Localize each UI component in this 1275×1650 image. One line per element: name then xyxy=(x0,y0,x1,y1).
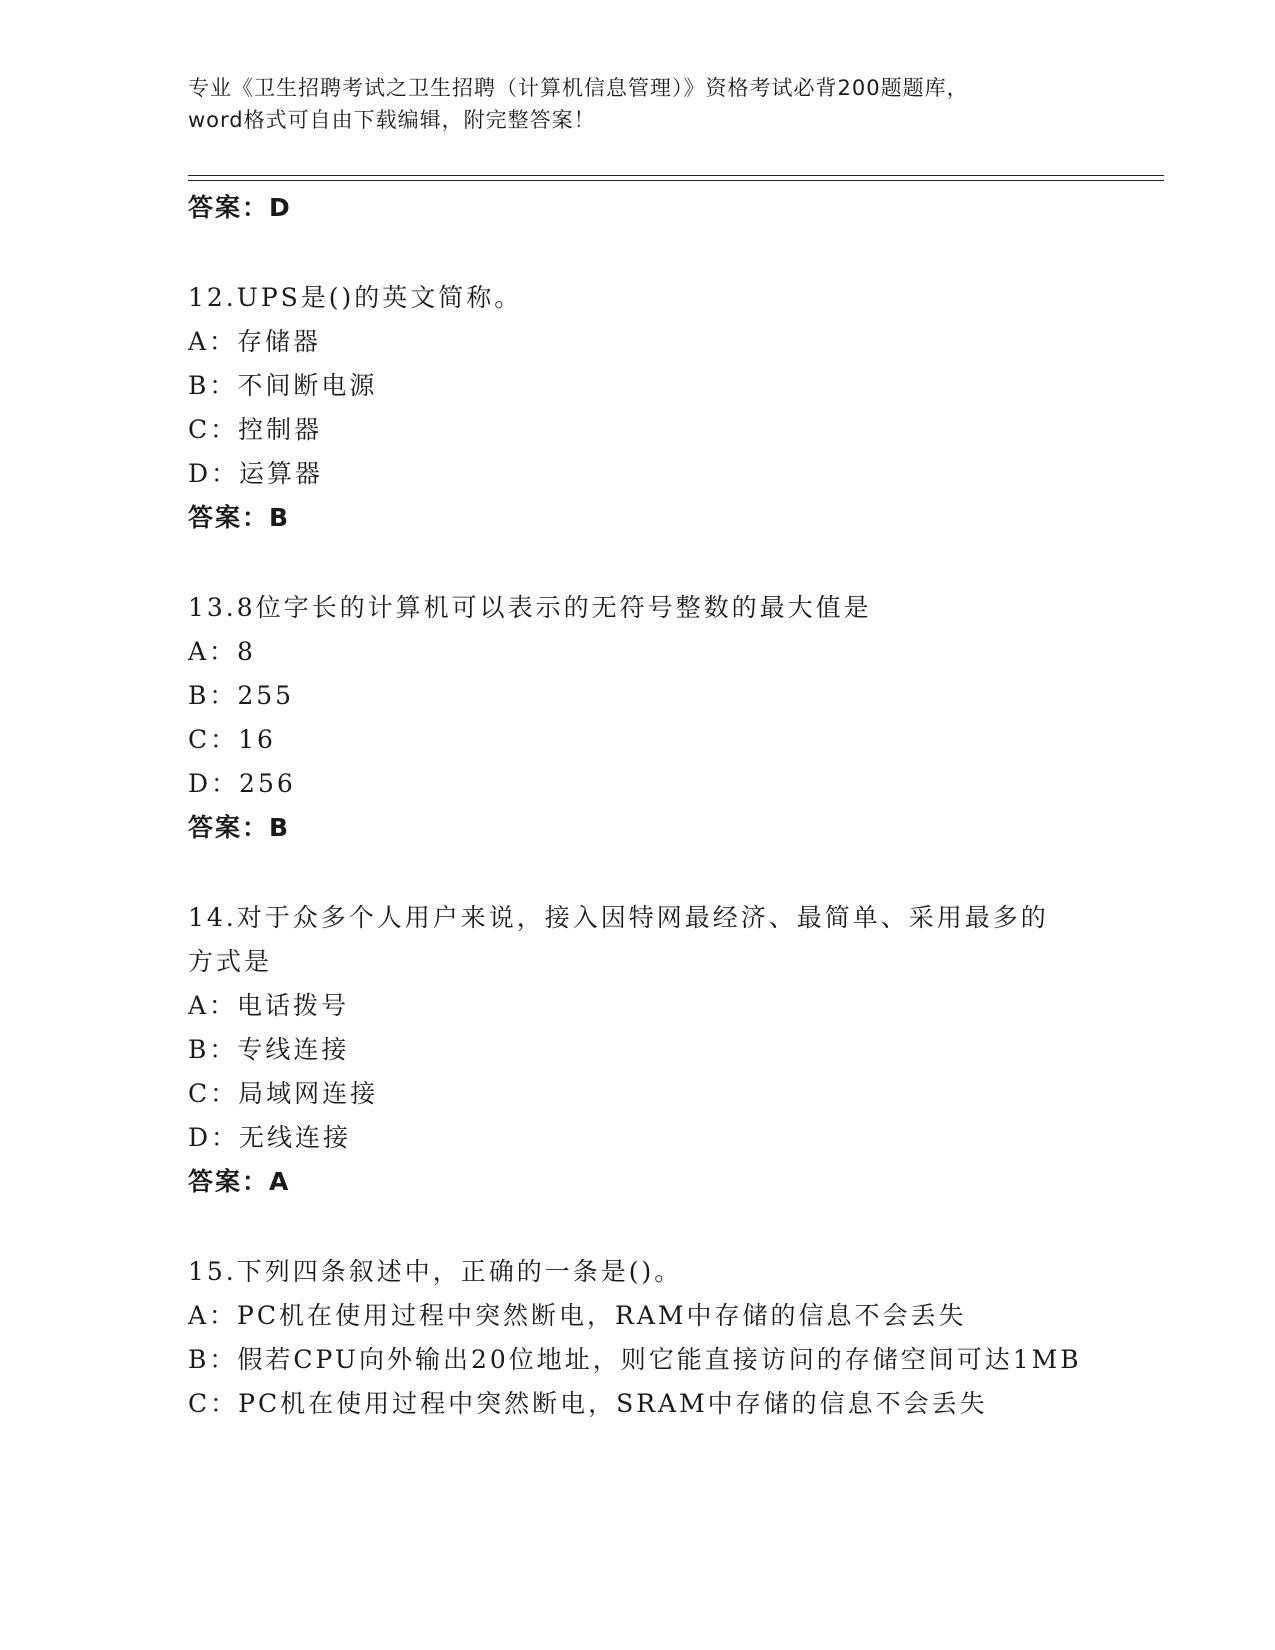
question-13-option-b: B：255 xyxy=(188,681,295,710)
document-header-line-1: 专业《卫生招聘考试之卫生招聘（计算机信息管理）》资格考试必背200题题库， xyxy=(188,76,969,100)
question-15-option-b: B：假若CPU向外输出20位地址，则它能直接访问的存储空间可达1MB xyxy=(188,1345,1082,1374)
question-13-stem: 13.8位字长的计算机可以表示的无符号整数的最大值是 xyxy=(188,593,872,622)
question-13-option-d: D：256 xyxy=(188,769,296,798)
question-14-option-c: C：局域网连接 xyxy=(188,1079,379,1108)
question-14-option-a: A：电话拨号 xyxy=(188,991,350,1020)
header-rule-top xyxy=(188,175,1164,176)
question-12-stem: 12.UPS是()的英文简称。 xyxy=(188,283,523,312)
question-12-option-a: A：存储器 xyxy=(188,327,322,356)
question-13-option-a: A：8 xyxy=(188,637,256,666)
question-13-answer: 答案：B xyxy=(188,813,291,842)
header-rule-bottom xyxy=(188,180,1164,181)
question-14-option-d: D：无线连接 xyxy=(188,1123,352,1152)
question-14-answer: 答案：A xyxy=(188,1167,291,1196)
previous-answer: 答案：D xyxy=(188,193,292,222)
question-12-option-c: C：控制器 xyxy=(188,415,323,444)
document-header-line-2: word格式可自由下载编辑，附完整答案！ xyxy=(188,108,596,132)
question-12-option-d: D：运算器 xyxy=(188,459,324,488)
question-12-answer: 答案：B xyxy=(188,503,291,532)
question-14-stem-line-2: 方式是 xyxy=(188,947,273,976)
question-13-option-c: C：16 xyxy=(188,725,276,754)
question-15-option-a: A：PC机在使用过程中突然断电，RAM中存储的信息不会丢失 xyxy=(188,1301,967,1330)
question-15-stem: 15.下列四条叙述中，正确的一条是()。 xyxy=(188,1257,683,1286)
question-14-stem-line-1: 14.对于众多个人用户来说，接入因特网最经济、最简单、采用最多的 xyxy=(188,903,1049,932)
question-15-option-c: C：PC机在使用过程中突然断电，SRAM中存储的信息不会丢失 xyxy=(188,1389,988,1418)
question-12-option-b: B：不间断电源 xyxy=(188,371,378,400)
question-14-option-b: B：专线连接 xyxy=(188,1035,350,1064)
